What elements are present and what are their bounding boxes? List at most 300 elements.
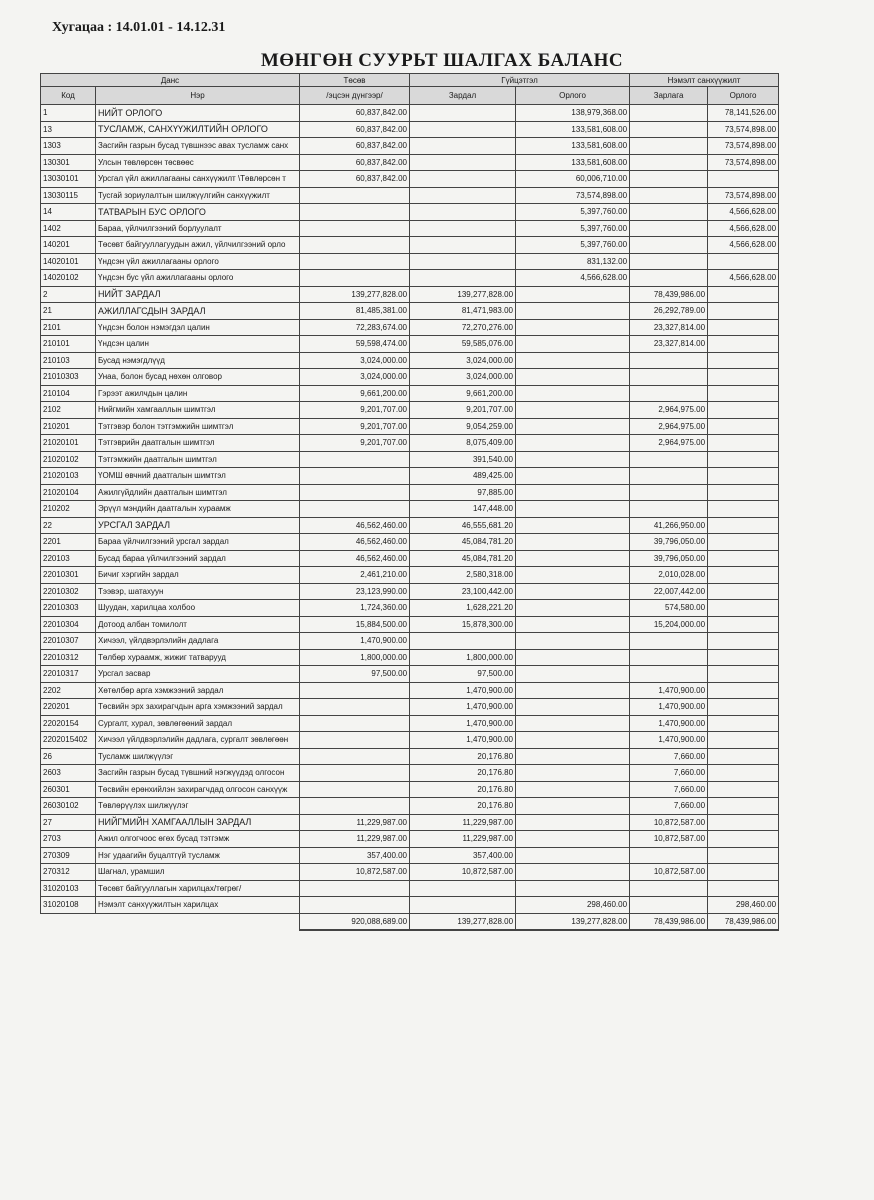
- nemelt-orlogo-value: [708, 715, 779, 732]
- account-name: Нэг удаагийн буцалтгүй тусламж: [96, 847, 300, 864]
- guitsetgel-zardal-value: 23,100,442.00: [410, 583, 516, 600]
- table-row: [41, 286, 779, 303]
- tosov-value: [300, 732, 410, 749]
- nemelt-orlogo-value: [708, 567, 779, 584]
- account-name: Хөтөлбөр арга хэмжээний зардал: [96, 682, 300, 699]
- account-code: 22020154: [41, 715, 96, 732]
- table-row: [41, 616, 779, 633]
- tosov-value: [300, 748, 410, 765]
- account-code: 210101: [41, 336, 96, 353]
- guitsetgel-zardal-value: 2,580,318.00: [410, 567, 516, 584]
- tosov-value: 60,837,842.00: [300, 121, 410, 138]
- account-code: 140201: [41, 237, 96, 254]
- account-code: 270309: [41, 847, 96, 864]
- guitsetgel-orlogo-value: [516, 633, 630, 650]
- tosov-value: [300, 270, 410, 287]
- nemelt-orlogo-value: [708, 468, 779, 485]
- account-name: Үндсэн болон нэмэгдэл цалин: [96, 319, 300, 336]
- guitsetgel-zardal-value: 489,425.00: [410, 468, 516, 485]
- tosov-value: 11,229,987.00: [300, 814, 410, 831]
- table-row: [41, 567, 779, 584]
- nemelt-orlogo-value: [708, 369, 779, 386]
- header-orlogo-2: Орлого: [708, 87, 779, 105]
- table-row: [41, 319, 779, 336]
- tosov-value: [300, 451, 410, 468]
- guitsetgel-orlogo-value: 831,132.00: [516, 253, 630, 270]
- nemelt-orlogo-value: [708, 583, 779, 600]
- account-code: 2201: [41, 534, 96, 551]
- period-label: Хугацаа : 14.01.01 - 14.12.31: [52, 20, 226, 35]
- tosov-value: 9,201,707.00: [300, 402, 410, 419]
- guitsetgel-orlogo-value: [516, 451, 630, 468]
- nemelt-zarlaga-value: 1,470,900.00: [630, 699, 708, 716]
- header-tosov: Төсөв: [300, 74, 410, 87]
- account-name: Төсөвт байгууллагын харилцах/төгрөг/: [96, 880, 300, 897]
- account-code: 26: [41, 748, 96, 765]
- account-code: 22010301: [41, 567, 96, 584]
- account-name: Урсгал үйл ажиллагааны санхүүжилт \Төвлөрсөн т: [96, 171, 300, 188]
- nemelt-zarlaga-value: [630, 649, 708, 666]
- tosov-value: 46,562,460.00: [300, 517, 410, 534]
- table-row: [41, 105, 779, 122]
- table-row: [41, 831, 779, 848]
- nemelt-zarlaga-value: 15,204,000.00: [630, 616, 708, 633]
- guitsetgel-zardal-value: 9,201,707.00: [410, 402, 516, 419]
- guitsetgel-orlogo-value: [516, 682, 630, 699]
- nemelt-zarlaga-value: [630, 154, 708, 171]
- guitsetgel-zardal-value: 10,872,587.00: [410, 864, 516, 881]
- nemelt-orlogo-value: [708, 303, 779, 320]
- guitsetgel-zardal-value: [410, 220, 516, 237]
- tosov-value: 60,837,842.00: [300, 171, 410, 188]
- guitsetgel-zardal-value: 45,084,781.20: [410, 534, 516, 551]
- nemelt-zarlaga-value: [630, 105, 708, 122]
- account-name: Унаа, болон бусад нөхөн олговор: [96, 369, 300, 386]
- nemelt-orlogo-value: [708, 732, 779, 749]
- nemelt-orlogo-value: [708, 699, 779, 716]
- tosov-value: 72,283,674.00: [300, 319, 410, 336]
- nemelt-zarlaga-value: 7,660.00: [630, 798, 708, 815]
- account-name: Бичиг хэргийн зардал: [96, 567, 300, 584]
- guitsetgel-zardal-value: 139,277,828.00: [410, 286, 516, 303]
- guitsetgel-zardal-value: 9,054,259.00: [410, 418, 516, 435]
- nemelt-orlogo-value: [708, 534, 779, 551]
- tosov-value: 60,837,842.00: [300, 154, 410, 171]
- account-code: 22010303: [41, 600, 96, 617]
- account-name: Дотоод албан томилолт: [96, 616, 300, 633]
- guitsetgel-zardal-value: 45,084,781.20: [410, 550, 516, 567]
- nemelt-zarlaga-value: 10,872,587.00: [630, 831, 708, 848]
- nemelt-orlogo-value: 4,566,628.00: [708, 220, 779, 237]
- tosov-value: 3,024,000.00: [300, 352, 410, 369]
- nemelt-zarlaga-value: 41,266,950.00: [630, 517, 708, 534]
- account-name: Нэмэлт санхүүжилтын харилцах: [96, 897, 300, 914]
- account-name: Төвлөрүүлэх шилжүүлэг: [96, 798, 300, 815]
- account-code: 22010302: [41, 583, 96, 600]
- guitsetgel-orlogo-value: [516, 286, 630, 303]
- table-row: [41, 468, 779, 485]
- header-orlogo: Орлого: [516, 87, 630, 105]
- nemelt-orlogo-value: 78,141,526.00: [708, 105, 779, 122]
- nemelt-orlogo-value: [708, 484, 779, 501]
- account-code: 21020102: [41, 451, 96, 468]
- guitsetgel-zardal-value: 8,075,409.00: [410, 435, 516, 452]
- nemelt-zarlaga-value: 10,872,587.00: [630, 814, 708, 831]
- header-zarlaga: Зарлага: [630, 87, 708, 105]
- header-dans: Данс: [41, 74, 300, 87]
- guitsetgel-zardal-value: [410, 237, 516, 254]
- guitsetgel-orlogo-value: [516, 352, 630, 369]
- account-code: 31020108: [41, 897, 96, 914]
- guitsetgel-zardal-value: [410, 154, 516, 171]
- nemelt-orlogo-value: [708, 748, 779, 765]
- account-code: 13: [41, 121, 96, 138]
- table-row: [41, 847, 779, 864]
- tosov-value: [300, 204, 410, 221]
- tosov-value: 11,229,987.00: [300, 831, 410, 848]
- guitsetgel-zardal-value: 20,176.80: [410, 798, 516, 815]
- table-row: [41, 583, 779, 600]
- guitsetgel-orlogo-value: [516, 534, 630, 551]
- account-name: Урсгал засвар: [96, 666, 300, 683]
- nemelt-zarlaga-value: [630, 385, 708, 402]
- account-code: 27: [41, 814, 96, 831]
- table-row: [41, 237, 779, 254]
- table-row: [41, 336, 779, 353]
- account-name: Тэтгэмжийн даатгалын шимтгэл: [96, 451, 300, 468]
- tosov-value: 1,800,000.00: [300, 649, 410, 666]
- nemelt-orlogo-value: [708, 847, 779, 864]
- nemelt-zarlaga-value: 1,470,900.00: [630, 715, 708, 732]
- account-name: ТУСЛАМЖ, САНХҮҮЖИЛТИЙН ОРЛОГО: [96, 121, 300, 138]
- nemelt-orlogo-value: 73,574,898.00: [708, 138, 779, 155]
- tosov-value: [300, 699, 410, 716]
- account-code: 2703: [41, 831, 96, 848]
- tosov-value: 81,485,381.00: [300, 303, 410, 320]
- guitsetgel-zardal-value: 11,229,987.00: [410, 831, 516, 848]
- nemelt-zarlaga-value: 1,470,900.00: [630, 732, 708, 749]
- nemelt-orlogo-value: [708, 831, 779, 848]
- account-code: 21010303: [41, 369, 96, 386]
- account-code: 22: [41, 517, 96, 534]
- guitsetgel-zardal-value: 59,585,076.00: [410, 336, 516, 353]
- nemelt-zarlaga-value: 2,964,975.00: [630, 435, 708, 452]
- account-code: 210103: [41, 352, 96, 369]
- header-kod: Код: [41, 87, 96, 105]
- table-row: [41, 600, 779, 617]
- table-row: [41, 253, 779, 270]
- account-code: 210201: [41, 418, 96, 435]
- account-code: 22010317: [41, 666, 96, 683]
- nemelt-zarlaga-value: [630, 451, 708, 468]
- table-row: [41, 138, 779, 155]
- table-row: [41, 880, 779, 897]
- table-row: [41, 352, 779, 369]
- nemelt-orlogo-value: 73,574,898.00: [708, 154, 779, 171]
- nemelt-orlogo-value: [708, 171, 779, 188]
- nemelt-orlogo-value: 73,574,898.00: [708, 121, 779, 138]
- guitsetgel-zardal-value: 1,470,900.00: [410, 732, 516, 749]
- header-etssen: /эцсэн дүнгээр/: [300, 87, 410, 105]
- nemelt-orlogo-value: [708, 253, 779, 270]
- guitsetgel-orlogo-value: [516, 517, 630, 534]
- nemelt-orlogo-value: [708, 517, 779, 534]
- account-code: 220103: [41, 550, 96, 567]
- account-code: 22010304: [41, 616, 96, 633]
- nemelt-orlogo-value: [708, 814, 779, 831]
- table-row: [41, 781, 779, 798]
- guitsetgel-orlogo-value: 138,979,368.00: [516, 105, 630, 122]
- guitsetgel-zardal-value: [410, 171, 516, 188]
- guitsetgel-zardal-value: [410, 897, 516, 914]
- nemelt-zarlaga-value: [630, 897, 708, 914]
- account-name: Ажил олгогчоос өгөх бусад тэтгэмж: [96, 831, 300, 848]
- table-row: [41, 633, 779, 650]
- guitsetgel-orlogo-value: [516, 319, 630, 336]
- total-nemelt-zarlaga: 78,439,986.00: [630, 913, 708, 930]
- nemelt-zarlaga-value: 2,964,975.00: [630, 418, 708, 435]
- guitsetgel-zardal-value: 3,024,000.00: [410, 352, 516, 369]
- nemelt-zarlaga-value: [630, 237, 708, 254]
- table-row: [41, 121, 779, 138]
- account-code: 31020103: [41, 880, 96, 897]
- account-code: 2: [41, 286, 96, 303]
- tosov-value: 139,277,828.00: [300, 286, 410, 303]
- guitsetgel-orlogo-value: [516, 303, 630, 320]
- guitsetgel-orlogo-value: [516, 616, 630, 633]
- nemelt-orlogo-value: 4,566,628.00: [708, 204, 779, 221]
- guitsetgel-orlogo-value: 5,397,760.00: [516, 237, 630, 254]
- account-code: 21020101: [41, 435, 96, 452]
- table-row: [41, 154, 779, 171]
- table-row: [41, 699, 779, 716]
- account-code: 13030101: [41, 171, 96, 188]
- nemelt-orlogo-value: [708, 798, 779, 815]
- account-name: Сургалт, хурал, зөвлөгөөний зардал: [96, 715, 300, 732]
- account-name: НИЙГМИЙН ХАМГААЛЛЫН ЗАРДАЛ: [96, 814, 300, 831]
- guitsetgel-orlogo-value: [516, 385, 630, 402]
- table-row: [41, 649, 779, 666]
- account-code: 14: [41, 204, 96, 221]
- account-name: НИЙТ ЗАРДАЛ: [96, 286, 300, 303]
- account-code: 2603: [41, 765, 96, 782]
- tosov-value: [300, 237, 410, 254]
- guitsetgel-zardal-value: 11,229,987.00: [410, 814, 516, 831]
- table-row: [41, 682, 779, 699]
- nemelt-orlogo-value: 4,566,628.00: [708, 237, 779, 254]
- nemelt-orlogo-value: [708, 286, 779, 303]
- nemelt-orlogo-value: [708, 402, 779, 419]
- guitsetgel-orlogo-value: [516, 864, 630, 881]
- tosov-value: 357,400.00: [300, 847, 410, 864]
- account-name: Бусад бараа үйлчилгээний зардал: [96, 550, 300, 567]
- table-row: [41, 435, 779, 452]
- account-code: 1: [41, 105, 96, 122]
- table-row: [41, 171, 779, 188]
- guitsetgel-zardal-value: 20,176.80: [410, 748, 516, 765]
- header-zardal: Зардал: [410, 87, 516, 105]
- table-row: [41, 798, 779, 815]
- nemelt-zarlaga-value: 39,796,050.00: [630, 550, 708, 567]
- guitsetgel-orlogo-value: [516, 550, 630, 567]
- guitsetgel-zardal-value: 46,555,681.20: [410, 517, 516, 534]
- nemelt-zarlaga-value: 22,007,442.00: [630, 583, 708, 600]
- account-name: Улсын төвлөрсөн төсвөөс: [96, 154, 300, 171]
- guitsetgel-orlogo-value: [516, 402, 630, 419]
- guitsetgel-orlogo-value: 5,397,760.00: [516, 204, 630, 221]
- nemelt-zarlaga-value: [630, 352, 708, 369]
- nemelt-zarlaga-value: [630, 204, 708, 221]
- guitsetgel-orlogo-value: 73,574,898.00: [516, 187, 630, 204]
- guitsetgel-orlogo-value: [516, 732, 630, 749]
- nemelt-orlogo-value: [708, 385, 779, 402]
- guitsetgel-zardal-value: 9,661,200.00: [410, 385, 516, 402]
- totals-row: [41, 913, 779, 930]
- nemelt-orlogo-value: [708, 418, 779, 435]
- guitsetgel-orlogo-value: [516, 715, 630, 732]
- guitsetgel-zardal-value: 147,448.00: [410, 501, 516, 518]
- nemelt-zarlaga-value: 574,580.00: [630, 600, 708, 617]
- account-name: АЖИЛЛАГСДЫН ЗАРДАЛ: [96, 303, 300, 320]
- tosov-value: 59,598,474.00: [300, 336, 410, 353]
- guitsetgel-zardal-value: 1,628,221.20: [410, 600, 516, 617]
- guitsetgel-orlogo-value: 60,006,710.00: [516, 171, 630, 188]
- table-row: [41, 666, 779, 683]
- guitsetgel-orlogo-value: [516, 847, 630, 864]
- total-tosov: 920,088,689.00: [300, 913, 410, 930]
- nemelt-orlogo-value: [708, 319, 779, 336]
- account-code: 220201: [41, 699, 96, 716]
- account-name: Төсвийн эрх захирагчдын арга хэмжээний зардал: [96, 699, 300, 716]
- guitsetgel-orlogo-value: 133,581,608.00: [516, 121, 630, 138]
- nemelt-zarlaga-value: 23,327,814.00: [630, 336, 708, 353]
- guitsetgel-zardal-value: 1,470,900.00: [410, 715, 516, 732]
- nemelt-orlogo-value: [708, 781, 779, 798]
- account-name: Бараа, үйлчилгээний борлуулалт: [96, 220, 300, 237]
- nemelt-zarlaga-value: [630, 253, 708, 270]
- guitsetgel-zardal-value: 15,878,300.00: [410, 616, 516, 633]
- nemelt-zarlaga-value: [630, 220, 708, 237]
- guitsetgel-orlogo-value: [516, 468, 630, 485]
- nemelt-orlogo-value: [708, 616, 779, 633]
- tosov-value: [300, 897, 410, 914]
- account-code: 21020104: [41, 484, 96, 501]
- account-name: Хичээл, үйлдвэрлэлийн дадлага: [96, 633, 300, 650]
- nemelt-zarlaga-value: [630, 880, 708, 897]
- account-name: Төсөвт байгууллагуудын ажил, үйлчилгээний орло: [96, 237, 300, 254]
- guitsetgel-orlogo-value: [516, 814, 630, 831]
- tosov-value: 97,500.00: [300, 666, 410, 683]
- guitsetgel-zardal-value: [410, 105, 516, 122]
- total-guitsetgel-zardal: 139,277,828.00: [410, 913, 516, 930]
- account-name: Шагнал, урамшил: [96, 864, 300, 881]
- table-row: [41, 550, 779, 567]
- table-row: [41, 303, 779, 320]
- header-nemelt: Нэмэлт санхүүжилт: [630, 74, 779, 87]
- table-row: [41, 732, 779, 749]
- guitsetgel-zardal-value: 3,024,000.00: [410, 369, 516, 386]
- table-row: [41, 814, 779, 831]
- guitsetgel-orlogo-value: [516, 831, 630, 848]
- total-guitsetgel-orlogo: 139,277,828.00: [516, 913, 630, 930]
- account-name: Төлбөр хураамж, жижиг татварууд: [96, 649, 300, 666]
- nemelt-orlogo-value: [708, 600, 779, 617]
- nemelt-zarlaga-value: [630, 369, 708, 386]
- tosov-value: 9,661,200.00: [300, 385, 410, 402]
- account-code: 1402: [41, 220, 96, 237]
- account-code: 2202: [41, 682, 96, 699]
- table-row: [41, 402, 779, 419]
- tosov-value: [300, 798, 410, 815]
- guitsetgel-zardal-value: [410, 270, 516, 287]
- account-name: Үндсэн үйл ажиллагааны орлого: [96, 253, 300, 270]
- account-code: 260301: [41, 781, 96, 798]
- tosov-value: 1,470,900.00: [300, 633, 410, 650]
- tosov-value: 46,562,460.00: [300, 550, 410, 567]
- table-row: [41, 385, 779, 402]
- table-row: [41, 187, 779, 204]
- nemelt-orlogo-value: [708, 352, 779, 369]
- nemelt-zarlaga-value: [630, 468, 708, 485]
- account-name: Эрүүл мэндийн даатгалын хураамж: [96, 501, 300, 518]
- account-code: 130301: [41, 154, 96, 171]
- nemelt-zarlaga-value: 2,964,975.00: [630, 402, 708, 419]
- nemelt-orlogo-value: 298,460.00: [708, 897, 779, 914]
- guitsetgel-orlogo-value: 5,397,760.00: [516, 220, 630, 237]
- nemelt-zarlaga-value: [630, 187, 708, 204]
- nemelt-zarlaga-value: 78,439,986.00: [630, 286, 708, 303]
- account-name: Үндсэн цалин: [96, 336, 300, 353]
- account-name: Нийгмийн хамгааллын шимтгэл: [96, 402, 300, 419]
- guitsetgel-orlogo-value: [516, 600, 630, 617]
- guitsetgel-zardal-value: [410, 204, 516, 221]
- account-name: УРСГАЛ ЗАРДАЛ: [96, 517, 300, 534]
- nemelt-zarlaga-value: 7,660.00: [630, 765, 708, 782]
- nemelt-orlogo-value: [708, 682, 779, 699]
- table-row: [41, 748, 779, 765]
- tosov-value: [300, 765, 410, 782]
- account-name: Тусламж шилжүүлэг: [96, 748, 300, 765]
- account-name: Шуудан, харилцаа холбоо: [96, 600, 300, 617]
- guitsetgel-zardal-value: 357,400.00: [410, 847, 516, 864]
- account-code: 1303: [41, 138, 96, 155]
- nemelt-zarlaga-value: 39,796,050.00: [630, 534, 708, 551]
- guitsetgel-zardal-value: 1,800,000.00: [410, 649, 516, 666]
- table-body: [41, 105, 779, 914]
- guitsetgel-orlogo-value: [516, 880, 630, 897]
- tosov-value: [300, 715, 410, 732]
- nemelt-orlogo-value: 73,574,898.00: [708, 187, 779, 204]
- account-code: 21020103: [41, 468, 96, 485]
- guitsetgel-orlogo-value: [516, 567, 630, 584]
- nemelt-zarlaga-value: [630, 501, 708, 518]
- table-row: [41, 220, 779, 237]
- account-name: Бусад нэмэгдлүүд: [96, 352, 300, 369]
- account-code: 14020102: [41, 270, 96, 287]
- guitsetgel-zardal-value: [410, 121, 516, 138]
- account-code: 210202: [41, 501, 96, 518]
- guitsetgel-zardal-value: 1,470,900.00: [410, 682, 516, 699]
- nemelt-orlogo-value: [708, 501, 779, 518]
- account-name: ТАТВАРЫН БУС ОРЛОГО: [96, 204, 300, 221]
- guitsetgel-zardal-value: 97,885.00: [410, 484, 516, 501]
- tosov-value: 3,024,000.00: [300, 369, 410, 386]
- nemelt-orlogo-value: [708, 435, 779, 452]
- account-code: 14020101: [41, 253, 96, 270]
- account-name: Тээвэр, шатахуун: [96, 583, 300, 600]
- page-title: МӨНГӨН СУУРЬТ ШАЛГАХ БАЛАНС: [260, 50, 624, 71]
- guitsetgel-orlogo-value: 4,566,628.00: [516, 270, 630, 287]
